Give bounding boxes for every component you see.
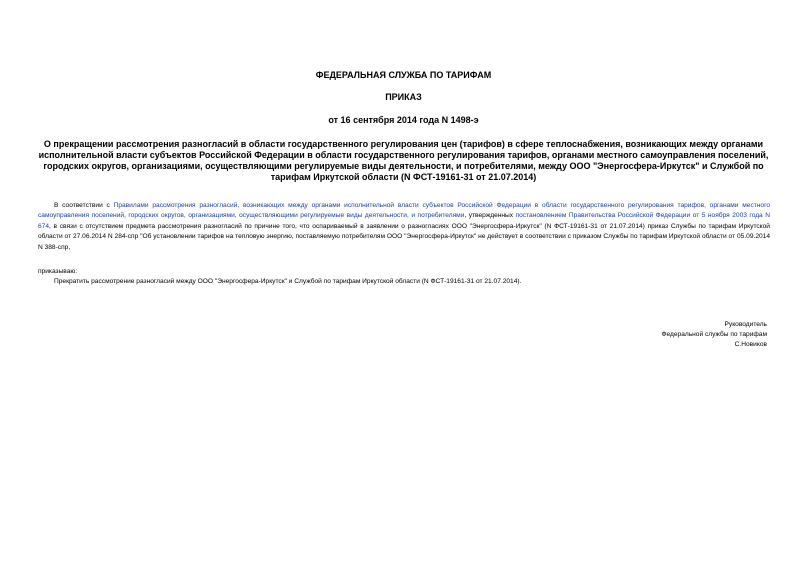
orders-label: приказываю:: [38, 268, 78, 275]
government-decree-link[interactable]: постановлением Правительства Российской Федерации от 5 ноября 2003 года N 674: [38, 212, 770, 230]
rules-link[interactable]: Правилами рассмотрения разногласий, возникающих между органами исполнительной власти субъектов Российской Федерации в области государственного регулирования тарифов, органами местного самоуправления поселений, городских округов, организациями, осуществляющими регулируемые виды деятельности, и потребителями: [38, 202, 770, 220]
agency-name: ФЕДЕРАЛЬНАЯ СЛУЖБА ПО ТАРИФАМ: [315, 70, 492, 80]
paragraph-basis-end: , в связи с отсутствием предмета рассмотрения разногласий по причине того, что оспариваемый в заявлении о разногласиях ООО "Энергосфера-Иркутск" (N ФСТ-19161-31 от 21.07.2014) приказ Службы по тарифам Иркутской области от 27.06.2014 N 284-спр "Об установлении тарифов на тепловую энергию, поставляемую потребителям ООО "Энергосфера-Иркутск" не действует в соответствии с приказом Службы по тарифам Иркутской области от 05.09.2014 N 388-спр,: [38, 222, 770, 251]
paragraph-basis: [38, 201, 770, 253]
signature-name: С.Новиков: [734, 341, 767, 348]
doc-type: ПРИКАЗ: [385, 92, 422, 102]
order-item: Прекратить рассмотрение разногласий между ООО "Энергосфера-Иркутск" и Службой по тарифам Иркутской области (N ФСТ-19161-31 от 21.07.2014).: [54, 278, 522, 285]
doc-date-number: от 16 сентября 2014 года N 1498-э: [328, 115, 479, 125]
signature-block: [662, 320, 768, 350]
signature-agency: Федеральной службы по тарифам: [661, 331, 767, 338]
doc-title: О прекращении рассмотрения разногласий в области государственного регулирования цен (тарифов) в сфере теплоснабжения, возникающих между органами исполнительной власти субъектов Российской Федерации в области государственного регулирования тарифов, органами местного самоуправления поселений, городских округов, организациями, осуществляющими регулируемые виды деятельности, и потребителями, между ООО "Энергосфера-Иркутск" и Службой по тарифам Иркутской области (N ФСТ-19161-31 от 21.07.2014): [38, 139, 769, 182]
paragraph-basis-mid: , утвержденных: [464, 212, 516, 220]
paragraph-basis-start: В соответствии с: [54, 202, 114, 209]
signature-position: Руководитель: [724, 321, 767, 328]
